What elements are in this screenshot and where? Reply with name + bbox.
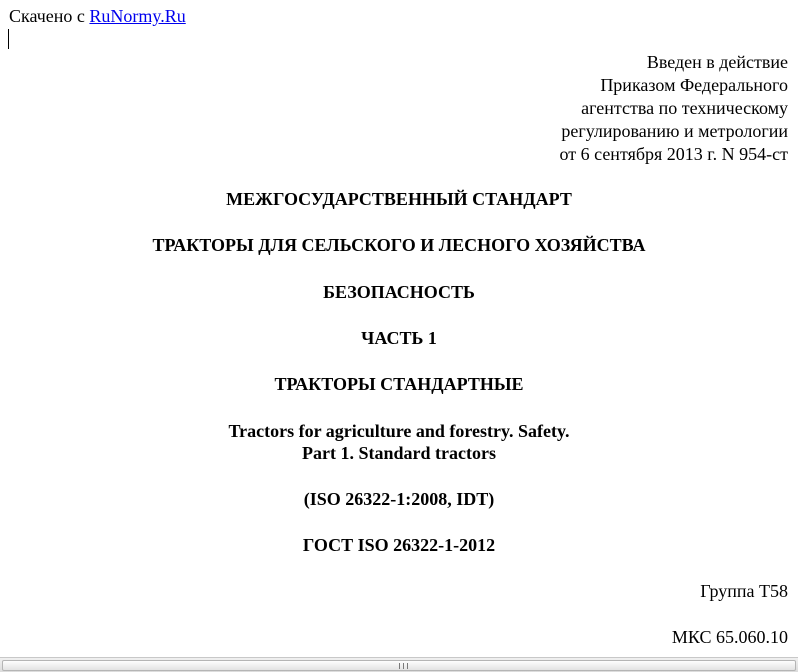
group-code: Группа Т58 (700, 581, 788, 601)
scrollbar-thumb[interactable] (2, 660, 796, 671)
grip-icon (399, 663, 408, 669)
introduction-notice (388, 51, 788, 166)
english-title-line-1: Tractors for agriculture and forestry. Safety. (228, 421, 570, 441)
iso-reference: (ISO 26322-1:2008, IDT) (303, 489, 495, 509)
part-name-heading: ТРАКТОРЫ СТАНДАРТНЫЕ (274, 374, 524, 394)
download-source-line (9, 5, 186, 28)
horizontal-scrollbar[interactable] (0, 657, 798, 672)
runormy-link[interactable]: RuNormy.Ru (89, 6, 186, 26)
standard-name-heading: ТРАКТОРЫ ДЛЯ СЕЛЬСКОГО И ЛЕСНОГО ХОЗЯЙСТВА (152, 235, 646, 255)
intro-line: регулированию и метрологии (561, 121, 788, 141)
gost-number: ГОСТ ISO 26322-1-2012 (302, 535, 496, 555)
intro-line: от 6 сентября 2013 г. N 954-ст (559, 144, 788, 164)
standard-type-heading: МЕЖГОСУДАРСТВЕННЫЙ СТАНДАРТ (226, 189, 572, 209)
download-prefix-text: Скачено с (9, 6, 90, 26)
intro-line: Введен в действие (646, 52, 788, 72)
subject-heading: БЕЗОПАСНОСТЬ (323, 282, 475, 302)
mks-code: МКС 65.060.10 (671, 627, 788, 647)
intro-line: агентства по техническому (581, 98, 788, 118)
intro-line: Приказом Федерального (600, 75, 788, 95)
part-heading: ЧАСТЬ 1 (361, 328, 437, 348)
english-title-line-2: Part 1. Standard tractors (302, 443, 496, 463)
text-cursor (8, 29, 9, 49)
